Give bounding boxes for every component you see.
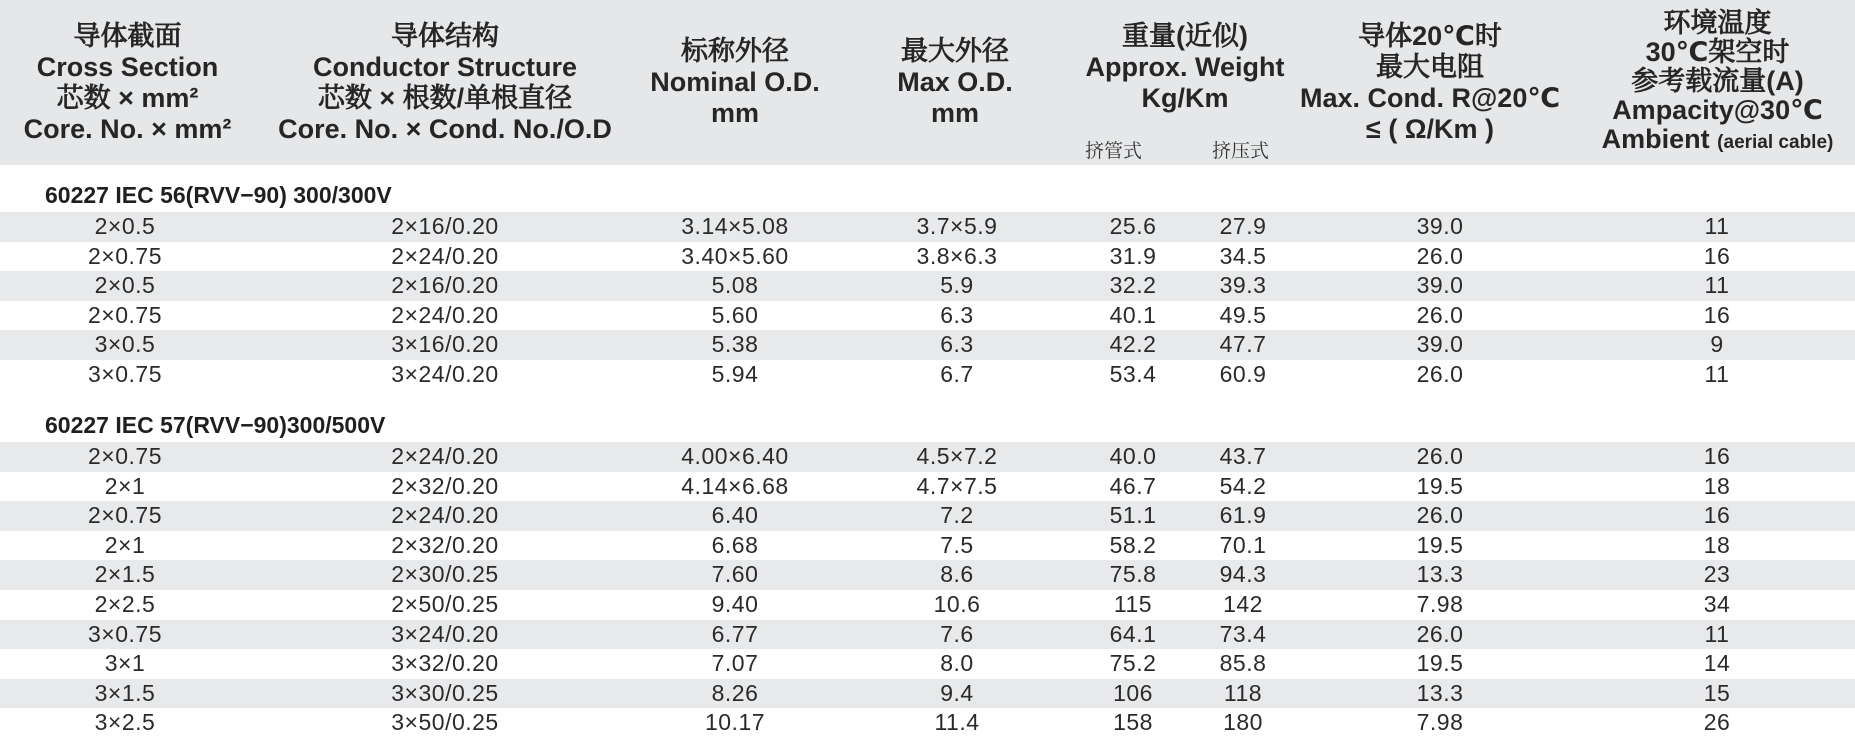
header-line: Core. No. × mm²: [23, 113, 232, 144]
section-title: 60227 IEC 57(RVV−90)300/500V: [45, 412, 386, 438]
table-row: [0, 679, 1855, 709]
table-row: [0, 708, 1855, 738]
header-line: Approx. Weight: [1085, 52, 1285, 82]
section-heading: [0, 165, 1855, 215]
table-cell: 34.5: [1219, 242, 1267, 269]
header-line: mm: [930, 98, 979, 128]
table-cell: 16: [1703, 242, 1731, 269]
table-cell: 4.00×6.40: [681, 443, 789, 469]
table-row: [0, 271, 1855, 301]
table-cell: 6.3: [940, 301, 974, 328]
table-cell: 54.2: [1219, 472, 1267, 499]
table-row: [0, 531, 1855, 561]
table-cell: 2×0.5: [94, 272, 156, 299]
table-cell: 13.3: [1416, 679, 1464, 706]
table-cell: 142: [1223, 591, 1263, 617]
header-line: 导体截面: [73, 20, 182, 51]
table-cell: 5.38: [711, 331, 759, 358]
table-cell: 2×2.5: [94, 591, 156, 617]
table-cell: 3×24/0.20: [391, 361, 499, 387]
header-line: 标称外径: [681, 36, 789, 66]
table-cell: 42.2: [1109, 331, 1157, 358]
header-line: [1602, 125, 1834, 157]
table-cell: 85.8: [1219, 650, 1267, 677]
table-cell: 25.6: [1109, 213, 1157, 239]
table-cell: 4.14×6.68: [681, 472, 789, 499]
table-cell: 11: [1704, 272, 1730, 299]
table-cell: 3×16/0.20: [391, 331, 499, 358]
table-cell: 51.1: [1109, 502, 1157, 529]
table-cell: 7.07: [711, 650, 759, 677]
table-cell: 40.0: [1109, 443, 1157, 469]
table-cell: 6.77: [711, 620, 759, 647]
table-cell: 60.9: [1219, 361, 1267, 387]
header-ambient: Ambient: [1601, 123, 1710, 154]
table-cell: 40.1: [1109, 301, 1157, 328]
table-cell: 4.7×7.5: [916, 472, 998, 499]
table-cell: 19.5: [1416, 650, 1464, 677]
table-cell: 61.9: [1219, 502, 1267, 529]
table-cell: 26.0: [1416, 242, 1464, 269]
table-cell: 14: [1703, 650, 1731, 677]
table-cell: 3.8×6.3: [916, 242, 998, 269]
table-cell: 3×1.5: [94, 679, 156, 706]
table-cell: 75.2: [1109, 650, 1157, 677]
table-cell: 32.2: [1109, 272, 1157, 299]
table-cell: 106: [1113, 679, 1153, 706]
header-line: 芯数 × mm²: [56, 82, 199, 113]
table-cell: 7.6: [940, 620, 974, 647]
table-cell: 3×0.75: [88, 361, 162, 387]
table-cell: 46.7: [1109, 472, 1157, 499]
table-row: [0, 330, 1855, 360]
table-cell: 34: [1703, 591, 1731, 617]
table-cell: 2×0.75: [88, 242, 162, 269]
table-cell: 2×0.75: [88, 301, 162, 328]
table-cell: 2×1: [104, 531, 146, 558]
table-cell: 26.0: [1416, 502, 1464, 529]
table-row: [0, 360, 1855, 390]
header-line: mm: [710, 98, 759, 128]
header-line: Nominal O.D.: [650, 67, 820, 97]
table-cell: 53.4: [1109, 361, 1157, 387]
table-cell: 3.40×5.60: [681, 242, 789, 269]
table-cell: 2×1.5: [94, 561, 156, 588]
header-max-od: [855, 0, 1055, 165]
table-cell: 19.5: [1416, 531, 1464, 558]
table-cell: 2×16/0.20: [391, 272, 499, 299]
table-cell: 6.68: [711, 531, 759, 558]
table-cell: 58.2: [1109, 531, 1157, 558]
table-cell: 5.9: [940, 272, 974, 299]
header-nominal-od: [635, 0, 835, 165]
header-weight-sub-a: 挤管式: [1085, 141, 1143, 162]
table-cell: 16: [1703, 301, 1731, 328]
table-cell: 16: [1703, 443, 1731, 469]
table-cell: 6.40: [711, 502, 759, 529]
table-cell: 115: [1113, 591, 1153, 617]
table-cell: 49.5: [1219, 301, 1267, 328]
table-cell: 180: [1223, 709, 1263, 736]
table-cell: 5.08: [711, 272, 759, 299]
table-cell: 39.0: [1416, 213, 1464, 239]
table-cell: 3×0.75: [88, 620, 162, 647]
table-cell: 8.6: [940, 561, 974, 588]
header-line: ≤ ( Ω/Km ): [1366, 113, 1494, 144]
table-cell: 26.0: [1416, 443, 1464, 469]
header-aerial-cable: (aerial cable): [1717, 131, 1834, 153]
table-cell: 3×32/0.20: [391, 650, 499, 677]
table-cell: 26: [1703, 709, 1731, 736]
table-cell: 26.0: [1416, 361, 1464, 387]
table-cell: 7.98: [1416, 591, 1464, 617]
table-cell: 39.0: [1416, 272, 1464, 299]
table-cell: 10.17: [704, 709, 766, 736]
header-line: 最大外径: [901, 36, 1009, 66]
header-line: 重量(近似): [1122, 21, 1248, 51]
header-weight-sub-b: 挤压式: [1212, 141, 1270, 162]
table-cell: 6.3: [940, 331, 974, 358]
table-header: [0, 0, 1855, 165]
table-cell: 2×0.75: [88, 502, 162, 529]
header-line: 环境温度: [1663, 7, 1772, 38]
header-line: 芯数 × 根数/单根直径: [317, 82, 573, 113]
header-line: Cross Section: [36, 51, 219, 82]
table-cell: 5.60: [711, 301, 759, 328]
table-row: [0, 242, 1855, 272]
table-cell: 7.5: [940, 531, 974, 558]
table-row: [0, 649, 1855, 679]
header-line: 参考载流量(A): [1631, 65, 1804, 96]
table-cell: 11: [1704, 213, 1730, 239]
table-cell: 2×16/0.20: [391, 213, 499, 239]
header-line: Kg/Km: [1141, 83, 1229, 113]
section-heading: [0, 395, 1855, 445]
table-row: [0, 620, 1855, 650]
table-cell: 5.94: [711, 361, 759, 387]
table-cell: 3×0.5: [94, 331, 156, 358]
header-line: Core. No. × Cond. No./O.D: [278, 113, 612, 144]
table-cell: 18: [1703, 472, 1731, 499]
header-line: 30℃架空时: [1645, 36, 1790, 67]
table-cell: 3×30/0.25: [391, 679, 499, 706]
table-cell: 26.0: [1416, 301, 1464, 328]
table-row: [0, 560, 1855, 590]
table-cell: 2×1: [104, 472, 146, 499]
table-cell: 3×50/0.25: [391, 709, 499, 736]
table-cell: 11.4: [934, 709, 980, 736]
table-cell: 16: [1703, 502, 1731, 529]
header-ampacity: [1580, 0, 1855, 165]
table-cell: 47.7: [1219, 331, 1267, 358]
table-cell: 73.4: [1219, 620, 1267, 647]
table-cell: 31.9: [1109, 242, 1157, 269]
table-cell: 27.9: [1219, 213, 1267, 239]
table-cell: 3×2.5: [94, 709, 156, 736]
header-line: 最大电阻: [1376, 51, 1484, 82]
table-cell: 3.14×5.08: [681, 213, 789, 239]
header-line: 导体结构: [391, 20, 499, 51]
table-cell: 23: [1703, 561, 1731, 588]
table-cell: 4.5×7.2: [916, 443, 998, 469]
header-cross-section: [0, 0, 255, 165]
section-title: 60227 IEC 56(RVV−90) 300/300V: [45, 182, 392, 208]
table-cell: 8.26: [711, 679, 759, 706]
header-approx-weight: [1070, 0, 1300, 135]
table-cell: 2×50/0.25: [391, 591, 499, 617]
table-cell: 2×32/0.20: [391, 531, 499, 558]
table-cell: 11: [1704, 620, 1730, 647]
table-row: [0, 590, 1855, 620]
table-cell: 39.3: [1219, 272, 1267, 299]
header-conductor-structure: [255, 0, 635, 165]
header-line: Max. Cond. R@20℃: [1299, 82, 1561, 113]
table-cell: 2×24/0.20: [391, 502, 499, 529]
header-line: Ampacity@30℃: [1612, 94, 1823, 125]
table-cell: 2×0.5: [94, 213, 156, 239]
table-cell: 2×30/0.25: [391, 561, 499, 588]
table-cell: 7.60: [711, 561, 759, 588]
table-cell: 3×1: [104, 650, 146, 677]
table-cell: 19.5: [1416, 472, 1464, 499]
table-cell: 7.98: [1416, 709, 1464, 736]
table-cell: 13.3: [1416, 561, 1464, 588]
table-cell: 2×0.75: [88, 443, 162, 469]
table-cell: 7.2: [940, 502, 974, 529]
table-row: [0, 301, 1855, 331]
table-cell: 9: [1710, 331, 1724, 358]
table-cell: 10.6: [933, 591, 981, 617]
table-cell: 118: [1223, 679, 1263, 706]
table-cell: 43.7: [1219, 443, 1267, 469]
header-max-resistance: [1285, 0, 1575, 165]
table-cell: 158: [1113, 709, 1153, 736]
header-line: Conductor Structure: [312, 51, 577, 82]
table-cell: 8.0: [940, 650, 974, 677]
header-line: Max O.D.: [897, 67, 1013, 97]
table-cell: 11: [1704, 361, 1730, 387]
table-cell: 39.0: [1416, 331, 1464, 358]
table-row: [0, 442, 1855, 472]
table-cell: 15: [1703, 679, 1731, 706]
table-row: [0, 212, 1855, 242]
table-cell: 75.8: [1109, 561, 1157, 588]
table-cell: 6.7: [940, 361, 974, 387]
table-cell: 9.4: [940, 679, 974, 706]
table-cell: 70.1: [1219, 531, 1267, 558]
table-cell: 2×24/0.20: [391, 443, 499, 469]
table-cell: 2×32/0.20: [391, 472, 499, 499]
table-row: [0, 472, 1855, 502]
table-cell: 2×24/0.20: [391, 242, 499, 269]
table-cell: 9.40: [711, 591, 759, 617]
table-cell: 26.0: [1416, 620, 1464, 647]
table-row: [0, 501, 1855, 531]
table-cell: 3.7×5.9: [916, 213, 998, 239]
table-cell: 18: [1703, 531, 1731, 558]
table-cell: 64.1: [1109, 620, 1157, 647]
table-cell: 94.3: [1219, 561, 1267, 588]
header-line: 导体20℃时: [1358, 20, 1502, 51]
table-cell: 3×24/0.20: [391, 620, 499, 647]
table-cell: 2×24/0.20: [391, 301, 499, 328]
